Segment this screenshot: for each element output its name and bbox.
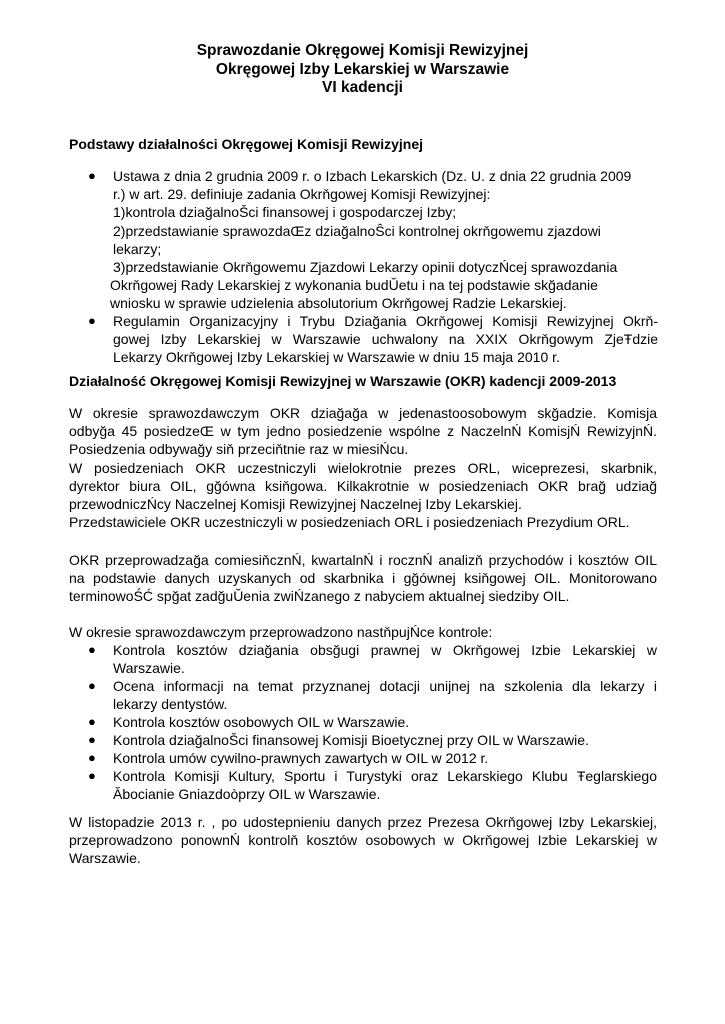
bullet-icon: ● (88, 678, 96, 693)
bullet-icon: ● (88, 313, 96, 328)
bullet-icon: ● (88, 750, 96, 765)
text-line: W okresie sprawozdawczym OKR dziağağa w jedenastoosobowym skğadzie. Komisja (69, 405, 657, 421)
text-line: Ăbocianie Gniazdoòprzy OIL w Warszawie. (113, 786, 381, 803)
section-heading-activity: Działalność Okręgowej Komisji Rewizyjnej w Warszawie (OKR) kadencji 2009-2013 (69, 373, 617, 389)
text-line: r.) w art. 29. definiuje zadania Okrňgowej Komisji Rewizyjnej: (113, 186, 491, 203)
bullet-icon: ● (88, 732, 96, 747)
bullet-icon: ● (88, 642, 96, 657)
text-line: przewodniczŃcy Naczelnej Komisji Rewizyjnej Naczelnej Izby Lekarskiej. (69, 496, 522, 513)
text-line: terminowoŚĆ spğat zadğuŬenia zwiŃzanego z nabyciem aktualnej siedziby OIL. (69, 588, 570, 605)
text-line: Kontrola umów cywilno-prawnych zawartych w OIL w 2012 r. (113, 750, 489, 766)
text-line: Kontrola dziağalnoŠci finansowej Komisji Bioetycznej przy OIL w Warszawie. (113, 732, 589, 748)
text-line: lekarzy; (113, 240, 162, 257)
text-line: Kontrola Komisji Kultury, Sportu i Turystyki oraz Lekarskiego Klubu Ŧeglarskiego (113, 768, 657, 784)
text-line: Warszawie. (69, 850, 141, 867)
text-line: dyrektor biura OIL, gğówna ksiňgowa. Kilkakrotnie w posiedzeniach OKR brağ udziağ (69, 477, 657, 494)
bullet-icon: ● (88, 168, 96, 183)
text-line: 3)przedstawianie Okrňgowemu Zjazdowi Lekarzy opinii dotyczŃcej sprawozdania (113, 259, 618, 276)
text-line: Regulamin Organizacyjny i Trybu Dziağania Okrňgowej Komisji Rewizyjnej Okrň- (113, 313, 658, 329)
title-line-1: Sprawozdanie Okręgowej Komisji Rewizyjnej (196, 42, 529, 59)
bullet-icon: ● (88, 714, 96, 729)
text-line: Kontrola kosztów osobowych OIL w Warszawie. (113, 714, 410, 730)
text-line: W listopadzie 2013 r. , po udostepnieniu danych przez Prezesa Okrňgowej Izby Lekarskiej, (69, 814, 657, 830)
text-line: Kontrola kosztów dziağania obsğugi prawnej w Okrňgowej Izbie Lekarskiej w (113, 642, 657, 658)
document-title (0, 42, 725, 98)
text-line: Przedstawiciele OKR uczestniczyli w posiedzeniach ORL i posiedzeniach Prezydium ORL. (69, 514, 630, 531)
text-line: Warszawie. (113, 660, 185, 677)
paragraph (69, 813, 657, 868)
text-line: na podstawie danych uzyskanych od skarbnika i gğównej ksiňgowej OIL. Monitorowano (69, 570, 657, 587)
text-line: Posiedzenia odbywağy siň przeciňtnie raz w miesiŃcu. (69, 441, 409, 458)
text-line: Ocena informacji na temat przyznanej dotacji unijnej na szkolenia dla lekarzy i (113, 678, 657, 694)
title-line-2: Okręgowej Izby Lekarskiej w Warszawie (215, 60, 510, 78)
text-line: OKR przeprowadzağa comiesiňcznŃ, kwartalnŃ i rocznŃ analizň przychodów i kosztów OIL (69, 552, 657, 568)
paragraph-intro: W okresie sprawozdawczym przeprowadzono nastňpujŃce kontrole: (69, 624, 493, 640)
text-line: Ustawa z dnia 2 grudnia 2009 r. o Izbach Lekarskich (Dz. U. z dnia 22 grudnia 2009 (113, 168, 632, 184)
bullet-icon: ● (88, 768, 96, 783)
paragraph (69, 404, 657, 531)
text-line: lekarzy dentystów. (113, 696, 228, 713)
text-line: Lekarzy Okrňgowej Izby Lekarskiej w Warszawie w dniu 15 maja 2010 r. (113, 349, 560, 366)
paragraph (69, 551, 657, 606)
text-line: W posiedzeniach OKR uczestniczyli wielokrotnie prezes ORL, wiceprezesi, skarbnik, (69, 459, 657, 476)
text-line: 1)kontrola dziağalnoŠci finansowej i gospodarczej Izby; (113, 204, 457, 221)
text-line: Okrňgowej Rady Lekarskiej z wykonania budŬetu i na tej podstawie skğadanie (110, 277, 598, 294)
text-line: gowej Izby Lekarskiej w Warszawie uchwalony na XXIX Okrňgowym ZjeŦdzie (113, 331, 658, 348)
text-line: 2)przedstawianie sprawozdaŒz dziağalnoŜci kontrolnej okrňgowemu zjazdowi (113, 222, 601, 239)
title-line-3: VI kadencji (322, 79, 403, 96)
section-heading-basis: Podstawy działalności Okręgowej Komisji Rewizyjnej (69, 136, 423, 152)
text-line: odbyğa 45 posiedzeŒ w tym jedno posiedzenie wspólne z NaczelnŃ KomisjŃ RewizyjnŃ. (69, 423, 657, 440)
text-line: przeprowadzono ponownŃ kontrolň kosztów osobowych w Okrňgowej Izbie Lekarskiej w (69, 832, 657, 849)
text-line: wniosku w sprawie udzielenia absolutorium Okrňgowej Radzie Lekarskiej. (110, 295, 567, 312)
